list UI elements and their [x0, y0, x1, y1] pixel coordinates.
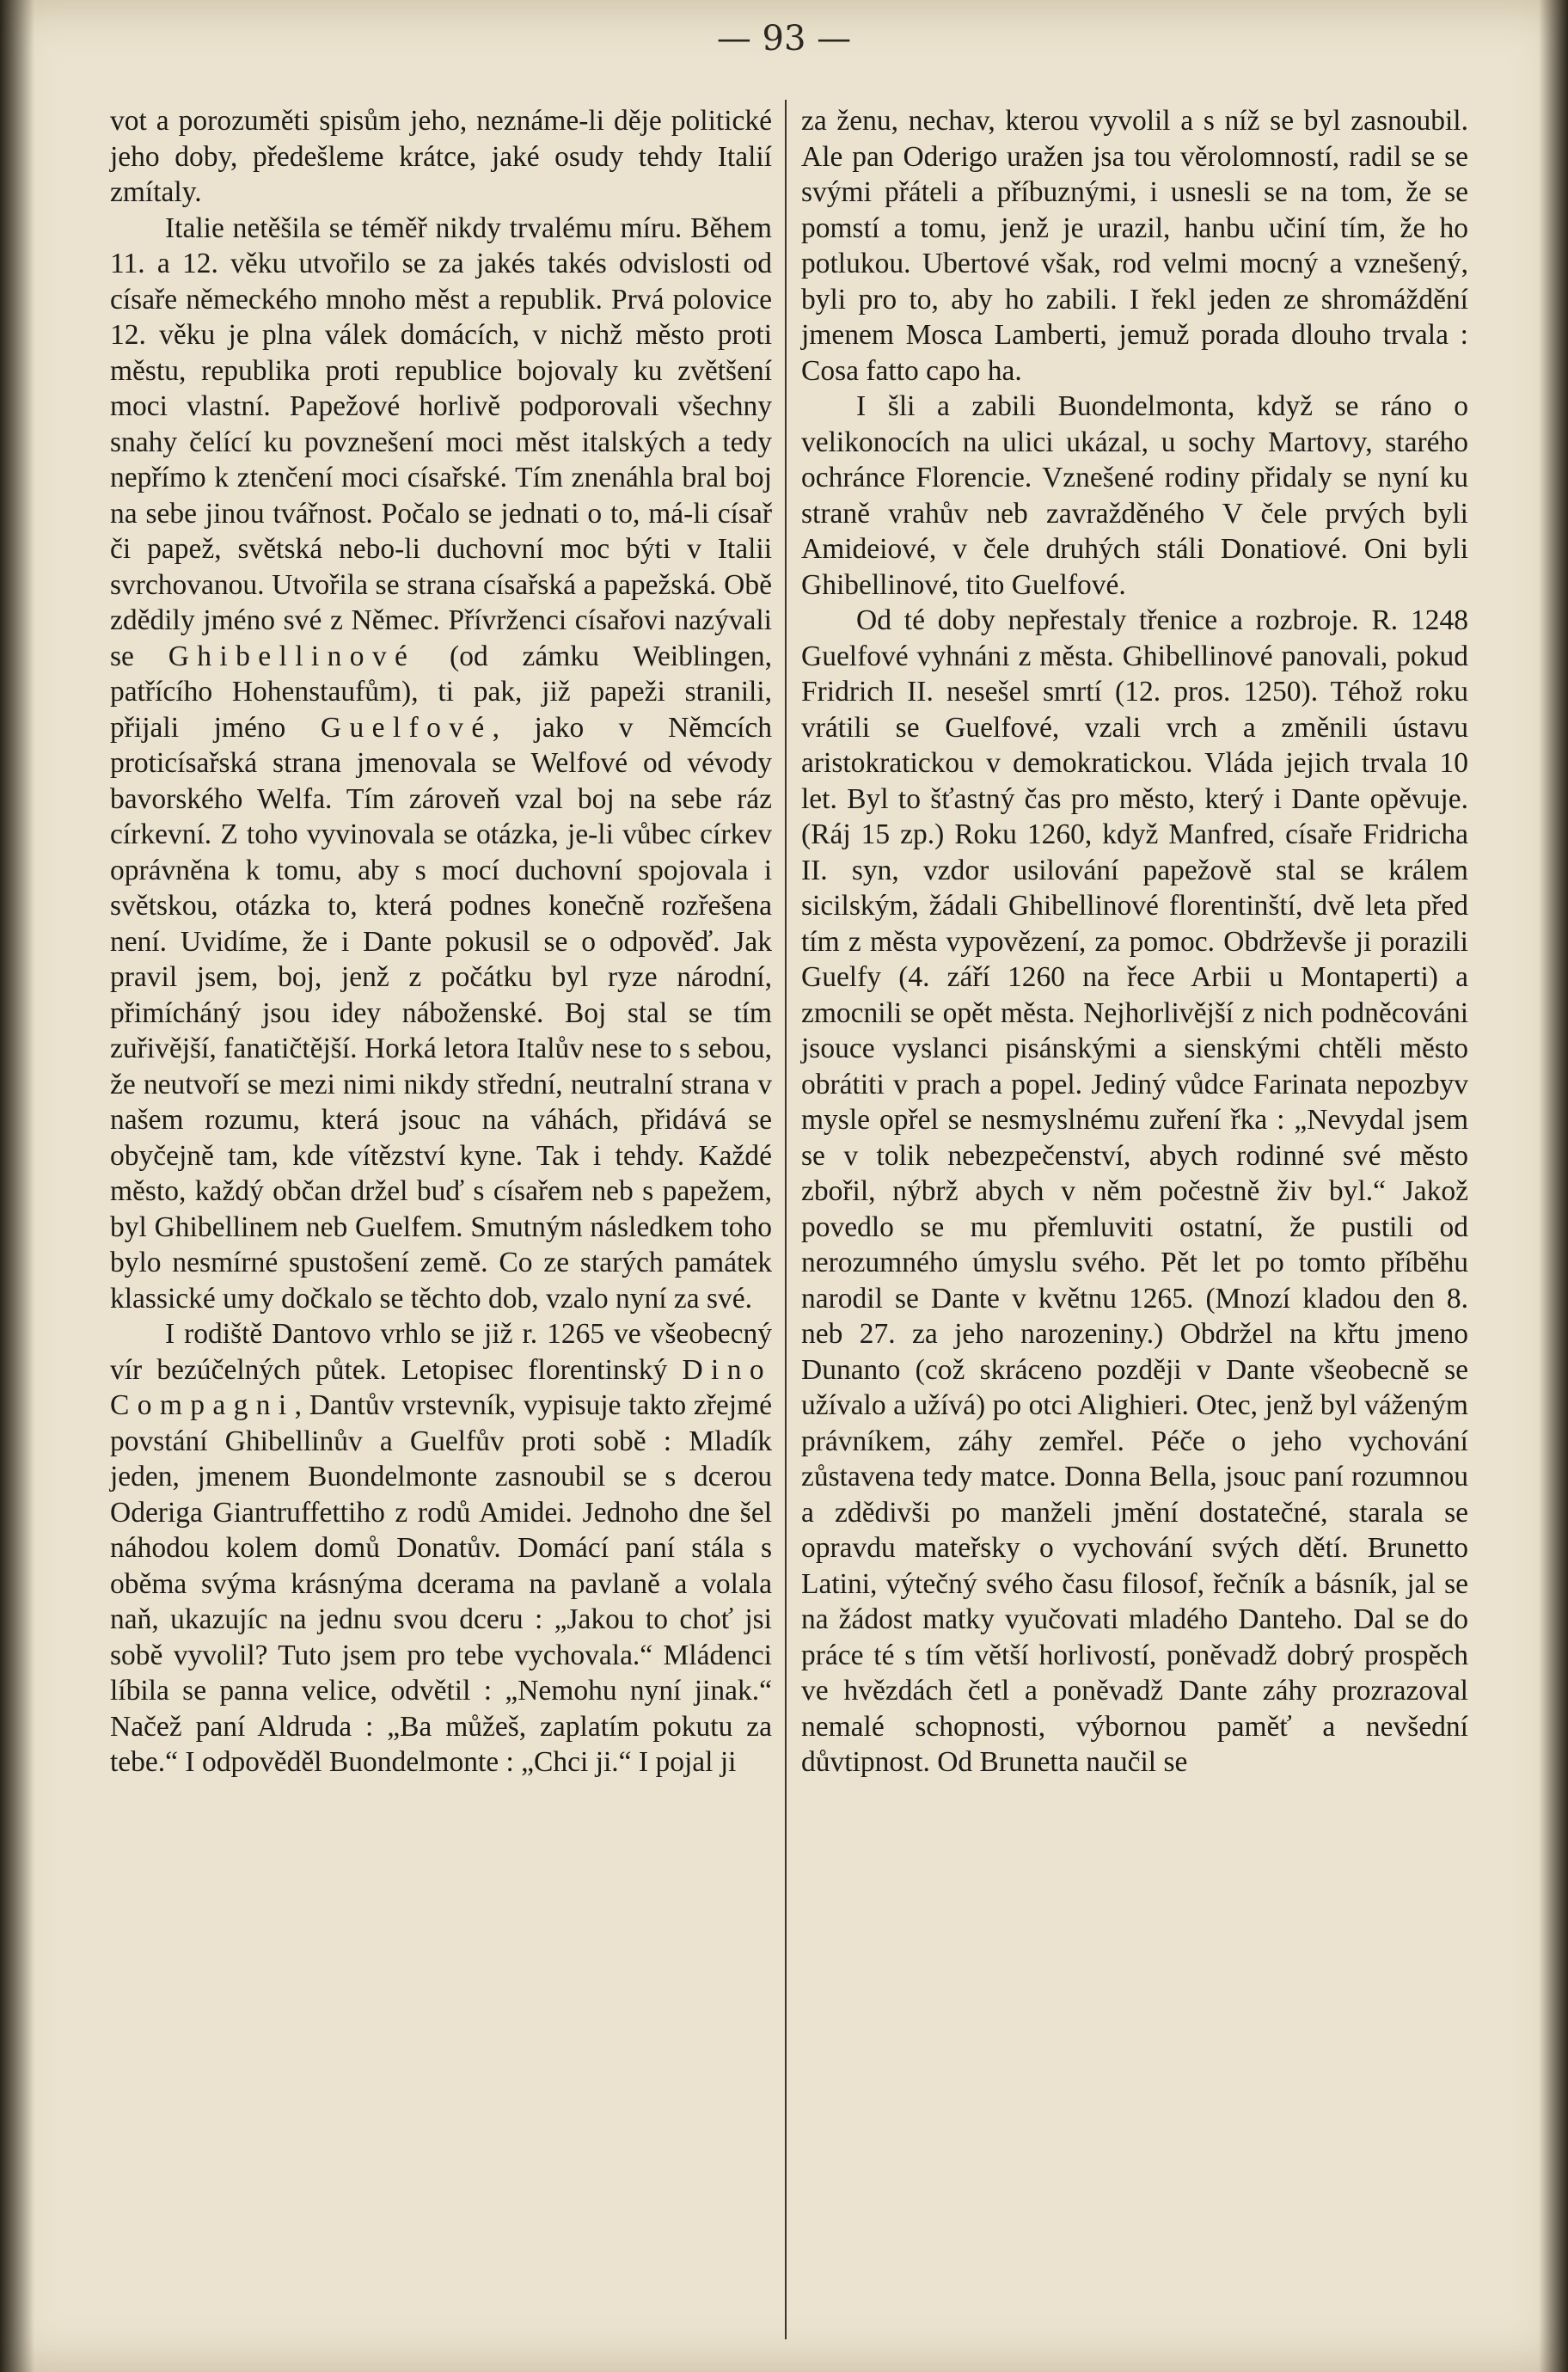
spaced-name-dino-compagni: Dino Compagni	[110, 1353, 772, 1421]
spaced-name-guelfove: Guelfové	[320, 711, 493, 744]
text-run: , Dantův vrstevník, vypisuje takto zřejmé povstání Ghibellinův a Guelfův proti sobě : Mladík jeden, jmenem Buondelmonte zasnoubil se s dcerou Oderiga Giantruffettiho z rodů Amidei. Jednoho dne šel náhodou kolem domů Donatův. Domácí paní stála s oběma svýma krásnýma dcerama na pavlaně a volala naň, ukazujíc na jednu svou dceru : „Jakou to choť jsi sobě vyvolil? Tuto jsem pro tebe vychovala.“ Mládenci líbila se panna velice, odvětil : „Nemohu nyní jinak.“ Načež paní Aldruda : „Ba můžeš, zaplatím pokutu za tebe.“ I odpověděl Buondelmonte : „Chci ji.“ I pojal ji	[110, 1389, 772, 1778]
paragraph: I šli a zabili Buondelmonta, když se ráno o velikonocích na ulici ukázal, u sochy Martovy, starého ochránce Florencie. Vznešené rodiny přidaly se nyní ku straně vrahův neb zavražděného V čele prvých byli Amideiové, v čele druhých stáli Donatiové. Oni byli Ghibellinové, tito Guelfové.	[801, 390, 1468, 601]
text-run: Italie netěšila se téměř nikdy trvalému míru. Během 11. a 12. věku utvořilo se za jakés takés odvislosti od císaře německého mnoho měst a republik. Prvá polovice 12. věku je plna válek domácích, v nichž město proti městu, republika proti republice bojovaly ku zvětšení moci vlastní. Papežové horlivě podporovali všechny snahy čelící ku povznešení moci měst italských a tedy nepřímo k ztenčení moci císařské. Tím znenáhla bral boj na sebe jinou tvářnost. Počalo se jednati o to, má-li císař či papež, světská nebo-li duchovní moc býti v Italii svrchovanou. Utvořila se strana císařská a papežská. Obě zdědily jméno své z Němec. Přívrženci císařovi nazývali se	[110, 211, 772, 672]
text-column-left	[110, 103, 772, 1781]
paragraph	[110, 211, 772, 1317]
paragraph: za ženu, nechav, kterou vyvolil a s níž se byl zasnoubil. Ale pan Oderigo uražen jsa tou věrolomností, radil se se svými přáteli a příbuznými, i usnesli se na tom, že se pomstí a tomu, jenž je urazil, hanbu učiní tím, že ho potlukou. Ubertové však, rod velmi mocný a vznešený, byli pro to, aby ho zabili. I řekl jeden ze shromáždění jmenem Mosca Lamberti, jemuž porada dlouho trvala : Cosa fatto capo ha.	[801, 105, 1468, 387]
paragraph: Od té doby nepřestaly třenice a rozbroje. R. 1248 Guelfové vyhnáni z města. Ghibellinové panovali, pokud Fridrich II. nesešel smrtí (12. pros. 1250). Téhož roku vrátili se Guelfové, vzali vrch a změnili ústavu aristokratickou v demokratickou. Vláda jejich trvala 10 let. Byl to šťastný čas pro město, který i Dante opěvuje. (Ráj 15 zp.) Roku 1260, když Manfred, císaře Fridricha II. syn, vzdor usilování papežově stal se králem sicilským, žádali Ghibellinové florentinští, dvě leta před tím z města vypovězení, za pomoc. Obdrževše ji porazili Guelfy (4. září 1260 na řece Arbii u Montaperti) a zmocnili se opět města. Nejhorlivější z nich podněcováni jsouce vyslanci pisánskými a sienskými chtěli město obrátiti v prach a popel. Jediný vůdce Farinata nepozbyv mysle opřel se nesmyslnému zuření řka : „Nevydal jsem se v tolik nebezpečenství, abych rodinné své město zbořil, nýbrž abych v něm počestně živ byl.“ Jakož povedlo se mu přemluviti ostatní, že pustili od nerozumného úmyslu svého. Pět let po tomto příběhu narodil se Dante v květnu 1265. (Mnozí kladou den 8. neb 27. za jeho narozeniny.) Obdržel na křtu jmeno Dunanto (což skráceno později v Dante všeobecně se užívalo a užívá) po otci Alighieri. Otec, jenž byl váženým právníkem, záhy zemřel. Péče o jeho vychování zůstavena tedy matce. Donna Bella, jsouc paní rozumnou a zdědivši po manželi jmění dostatečné, starala se opravdu mateřsky o vychování svých dětí. Brunetto Latini, výtečný svého času filosof, řečník a básník, jal se na žádost matky vyučovati mladého Danteho. Dal se do práce té s tím větší horlivostí, poněvadž dobrý prospěch ve hvězdách četl a poněvadž Dante záhy prozrazoval nemalé schopnosti, výbornou paměť a nevšední důvtipnost. Od Brunetta naučil se	[801, 604, 1468, 1778]
text-run: , jako v Němcích proticísařská strana jmenovala se Welfové od vévody bavorského Welfa. Tím zároveň vzal boj na sebe ráz církevní. Z toho vyvinovala se otázka, je-li vůbec církev oprávněna k tomu, aby s mocí duchovní spojovala i světskou, otázka to, která podnes konečně rozřešena není. Uvidíme, že i Dante pokusil se o odpověď. Jak pravil jsem, boj, jenž z počátku byl ryze národní, přimícháný jsou idey náboženské. Boj stal se tím zuřivější, fanatičtější. Horká letora Italův nese to s sebou, že neutvoří se mezi nimi nikdy střední, neutralní strana v našem rozumu, která jsouc na váhách, přidává se obyčejně tam, kde vítězství kyne. Tak i tehdy. Každé město, každý občan držel buď s císařem neb s papežem, byl Ghibellinem neb Guelfem. Smutným následkem toho bylo nesmírné spustošení země. Co ze starých památek klassické umy dočkalo se těchto dob, vzalo nyní za své.	[110, 711, 772, 1315]
text-column-right	[801, 103, 1468, 1781]
text-run: (od zámku Weiblingen, patřícího Hohenstaufům), ti pak, již papeži stranili, přijali jméno	[110, 640, 773, 744]
column-divider	[785, 100, 787, 2339]
text-run: I rodiště Dantovo vrhlo se již r. 1265 ve všeobecný vír bezúčelných půtek. Letopisec florentinský	[110, 1318, 772, 1386]
page-number: — 93 —	[716, 19, 852, 58]
paragraph	[110, 1316, 772, 1781]
paragraph: vot a porozuměti spisům jeho, neznáme-li děje politické jeho doby, předešleme krátce, jaké osudy tehdy Italií zmítaly.	[110, 105, 772, 208]
spaced-name-ghibellinove: Ghibellinové	[168, 640, 416, 672]
